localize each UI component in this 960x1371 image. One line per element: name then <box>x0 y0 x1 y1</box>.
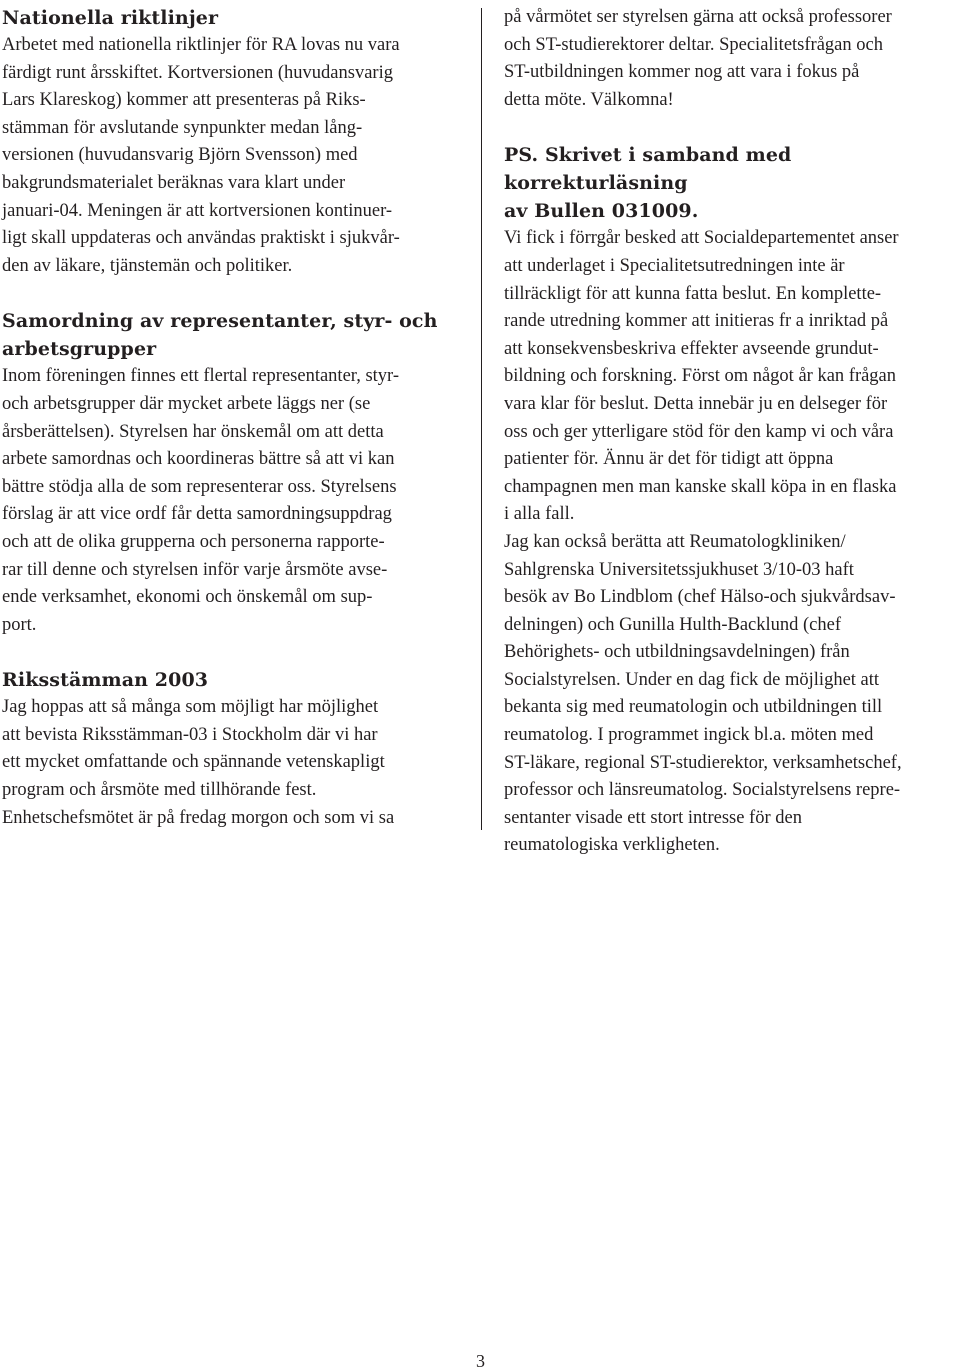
body-line: ST-utbildningen kommer nog att vara i fokus på <box>504 62 860 83</box>
body-line: patienter för. Ännu är det för tidigt att öppna <box>504 449 834 470</box>
body-line: Inom föreningen finnes ett flertal representanter, styr- <box>2 366 399 387</box>
body-line: reumatolog. I programmet ingick bl.a. möten med <box>504 725 874 746</box>
section-ps <box>504 141 960 860</box>
body-line: rande utredning kommer att initieras fr a inriktad på <box>504 311 889 332</box>
body-line: program och årsmöte med tillhörande fest. <box>2 780 317 801</box>
page-number: 3 <box>476 1351 485 1371</box>
right-column <box>504 4 960 860</box>
section-heading <box>2 307 464 363</box>
body-line: och ST-studierektorer deltar. Specialitetsfrågan och <box>504 34 883 55</box>
body-line: färdigt runt årsskiftet. Kortversionen (huvudansvarig <box>2 62 393 83</box>
body-line: Jag hoppas att så många som möjligt har möjlighet <box>2 697 379 718</box>
body-line: att bevista Riksstämman-03 i Stockholm där vi har <box>2 724 378 745</box>
section-samordning <box>2 307 464 639</box>
body-line: ST-läkare, regional ST-studierektor, verksamhetschef, <box>504 752 902 773</box>
body-line: delningen) och Gunilla Hulth-Backlund (chef <box>504 614 842 635</box>
body-line: rar till denne och styrelsen inför varje årsmöte avse- <box>2 559 388 580</box>
body-line: ett mycket omfattande och spännande vetenskapligt <box>2 752 385 773</box>
body-line: arbete samordnas och koordineras bättre så att vi kan <box>2 449 395 470</box>
body-line: reumatologiska verkligheten. <box>504 835 720 856</box>
section-spacer <box>504 114 960 141</box>
body-line: i alla fall. <box>504 504 575 525</box>
body-line: och att de olika grupperna och personerna rapporte- <box>2 531 385 552</box>
body-line: ende verksamhet, ekonomi och önskemål om sup- <box>2 587 373 608</box>
body-line: förslag är att vice ordf får detta samordningsuppdrag <box>2 504 392 525</box>
body-line: Vi fick i förrgår besked att Socialdepartementet anser <box>504 228 899 249</box>
body-line: oss och ger ytterligare stöd för den kamp vi och våra <box>504 421 894 442</box>
body-line: tillräckligt för att kunna fatta beslut. En komplette- <box>504 283 882 304</box>
body-line: att underlaget i Specialitetsutredningen inte är <box>504 255 845 276</box>
body-line: att konsekvensbeskriva effekter avseende grundut- <box>504 338 879 359</box>
section-heading <box>2 4 464 32</box>
heading-line: av Bullen 031009. <box>504 200 699 223</box>
body-line: Enhetschefsmötet är på fredag morgon och som vi sa <box>2 807 395 828</box>
body-line: Socialstyrelsen. Under en dag fick de möjlighet att <box>504 669 880 690</box>
heading-line: PS. Skrivet i samband med korrekturläsning <box>504 144 792 195</box>
section-spacer <box>2 280 464 307</box>
section-nationella-riktlinjer <box>2 4 464 280</box>
heading-line: Nationella riktlinjer <box>2 7 219 29</box>
body-line: besök av Bo Lindblom (chef Hälso-och sjukvårdsav- <box>504 587 896 608</box>
body-line: stämman för avslutande synpunkter medan lång- <box>2 117 363 138</box>
body-line: Sahlgrenska Universitetssjukhuset 3/10-03 haft <box>504 559 854 580</box>
column-divider <box>481 8 482 830</box>
body-line: champagnen men man kanske skall köpa in en flaska <box>504 476 897 497</box>
body-line: Behörighets- och utbildningsavdelningen) från <box>504 642 850 663</box>
body-line: bättre stödja alla de som representerar oss. Styrelsens <box>2 476 397 497</box>
body-line: januari-04. Meningen är att kortversionen kontinuer- <box>2 200 393 221</box>
body-line: årsberättelsen). Styrelsen har önskemål om att detta <box>2 421 384 442</box>
body-line: sentanter visade ett stort intresse för den <box>504 807 802 828</box>
body-line: vara klar för beslut. Detta innebär ju en delseger för <box>504 393 888 414</box>
body-line: professor och länsreumatolog. Socialstyrelsens repre- <box>504 780 901 801</box>
section-heading <box>504 141 960 225</box>
heading-line: Riksstämman 2003 <box>2 669 209 692</box>
body-line: Arbetet med nationella riktlinjer för RA lovas nu vara <box>2 35 400 55</box>
section-riksstamman <box>2 666 464 832</box>
body-line: den av läkare, tjänstemän och politiker. <box>2 255 293 276</box>
body-line: versionen (huvudansvarig Björn Svensson) med <box>2 145 358 166</box>
left-column <box>2 4 464 832</box>
body-line: Jag kan också berätta att Reumatologkliniken/ <box>504 531 846 552</box>
section-spacer <box>2 639 464 666</box>
heading-line: arbetsgrupper <box>2 338 157 361</box>
body-line: och arbetsgrupper där mycket arbete läggs ner (se <box>2 393 371 414</box>
body-line: port. <box>2 614 37 635</box>
section-continuation <box>504 4 960 114</box>
body-line: på vårmötet ser styrelsen gärna att också professorer <box>504 7 892 27</box>
body-line: bakgrundsmaterialet beräknas vara klart under <box>2 172 346 193</box>
body-line: bildning och forskning. Först om något år kan frågan <box>504 366 897 387</box>
body-line: ligt skall uppdateras och användas praktiskt i sjukvår- <box>2 228 400 249</box>
heading-line: Samordning av representanter, styr- och <box>2 310 438 333</box>
body-line: detta möte. Välkomna! <box>504 89 674 110</box>
section-heading <box>2 666 464 694</box>
body-line: Lars Klareskog) kommer att presenteras på Riks- <box>2 90 366 111</box>
body-line: bekanta sig med reumatologin och utbildningen till <box>504 697 883 718</box>
